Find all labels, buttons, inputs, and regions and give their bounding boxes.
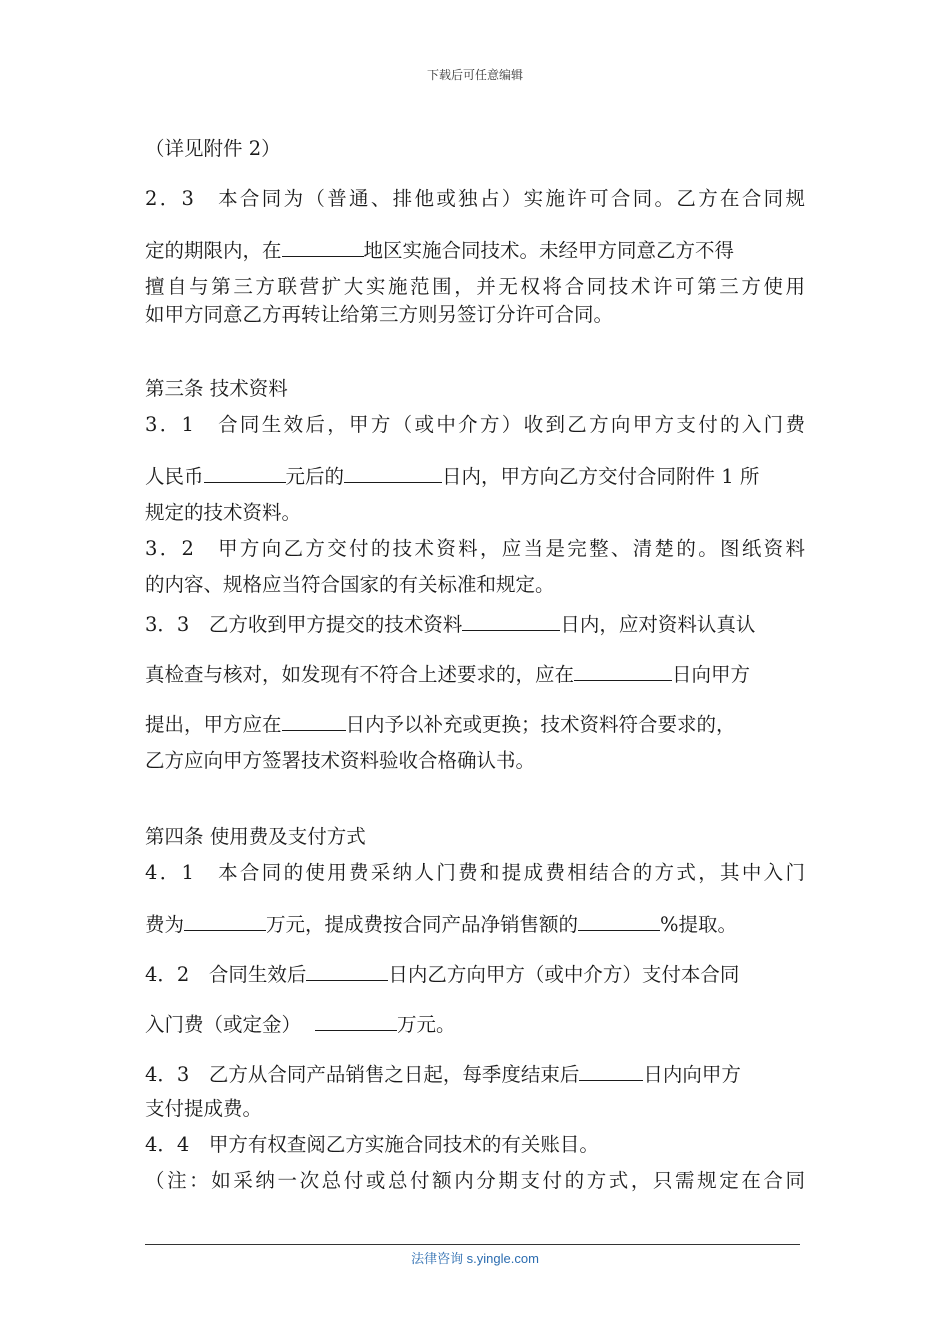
section-heading: 第三条 技术资料 (145, 377, 288, 400)
paragraph-line: 4．4 甲方有权查阅乙方实施合同技术的有关账目。 (145, 1133, 599, 1156)
text-run: 日内向甲方 (643, 1063, 741, 1086)
paragraph-line (145, 910, 737, 938)
paragraph-line: 擅自与第三方联营扩大实施范围，并无权将合同技术许可第三方使用 (145, 275, 805, 298)
fill-blank (578, 910, 660, 931)
text-run: 日内予以补充或更换；技术资料符合要求的， (345, 713, 736, 736)
text-run: 费为 (145, 913, 185, 936)
text-run: 4．2 合同生效后 (145, 963, 307, 986)
fill-blank (462, 610, 560, 631)
fill-blank (204, 462, 286, 483)
paragraph-line: 的内容、规格应当符合国家的有关标准和规定。 (145, 573, 555, 596)
fill-blank (282, 236, 364, 257)
paragraph-line: 2．3 本合同为（普通、排他或独占）实施许可合同。乙方在合同规 (145, 187, 805, 210)
fill-blank (579, 1060, 643, 1081)
page-header: 下载后可任意编辑 (426, 68, 523, 82)
paragraph-line (145, 710, 736, 738)
text-run: 人民币 (145, 465, 204, 488)
footer-link[interactable]: 法律咨询 s.yingle.com (411, 1251, 539, 1266)
text-run: 万元。 (397, 1013, 456, 1036)
paragraph-line: 规定的技术资料。 (145, 501, 302, 524)
fill-blank (306, 960, 388, 981)
fill-blank (184, 910, 266, 931)
paragraph-line (145, 610, 755, 638)
paragraph-line (145, 1010, 456, 1038)
section-heading: 第四条 使用费及支付方式 (145, 825, 366, 848)
fill-blank (344, 462, 442, 483)
paragraph-line: 3．2 甲方向乙方交付的技术资料，应当是完整、清楚的。图纸资料 (145, 537, 805, 560)
paragraph-line: 3．1 合同生效后，甲方（或中介方）收到乙方向甲方支付的入门费 (145, 413, 805, 436)
text-run: 日向甲方 (672, 663, 751, 686)
fill-blank (574, 660, 672, 681)
paragraph-line: （注：如采纳一次总付或总付额内分期支付的方式，只需规定在合同 (145, 1169, 805, 1192)
paragraph-line (145, 236, 734, 264)
paragraph-line (145, 960, 739, 988)
paragraph-line: 乙方应向甲方签署技术资料验收合格确认书。 (145, 749, 536, 772)
footer-divider (145, 1244, 800, 1245)
text-run: 真检查与核对，如发现有不符合上述要求的，应在 (145, 663, 575, 686)
paragraph-line: （详见附件 2） (145, 137, 281, 160)
text-run: 提出，甲方应在 (145, 713, 282, 736)
text-run: 定的期限内，在 (145, 239, 282, 262)
text-run: 元后的 (285, 465, 345, 488)
paragraph-line: 4．1 本合同的使用费采纳人门费和提成费相结合的方式，其中入门 (145, 861, 805, 884)
text-run: 日内，甲方向乙方交付合同附件 1 所 (442, 465, 760, 488)
text-run: 日内乙方向甲方（或中介方）支付本合同 (388, 963, 740, 986)
text-run: 4．3 乙方从合同产品销售之日起，每季度结束后 (145, 1063, 580, 1086)
text-run: 万元，提成费按合同产品净销售额的 (266, 913, 579, 936)
fill-blank (282, 710, 346, 731)
paragraph-line: 支付提成费。 (145, 1097, 263, 1120)
paragraph-line (145, 1060, 741, 1088)
text-run: 3．3 乙方收到甲方提交的技术资料 (145, 613, 463, 636)
fill-blank (315, 1010, 397, 1031)
text-run: %提取。 (660, 913, 738, 936)
text-run: 地区实施合同技术。未经甲方同意乙方不得 (363, 239, 735, 262)
paragraph-line (145, 462, 759, 490)
paragraph-line (145, 660, 750, 688)
text-run: 入门费（或定金） (145, 1013, 302, 1036)
paragraph-line: 如甲方同意乙方再转让给第三方则另签订分许可合同。 (145, 303, 614, 326)
text-run: 日内，应对资料认真认 (560, 613, 756, 636)
